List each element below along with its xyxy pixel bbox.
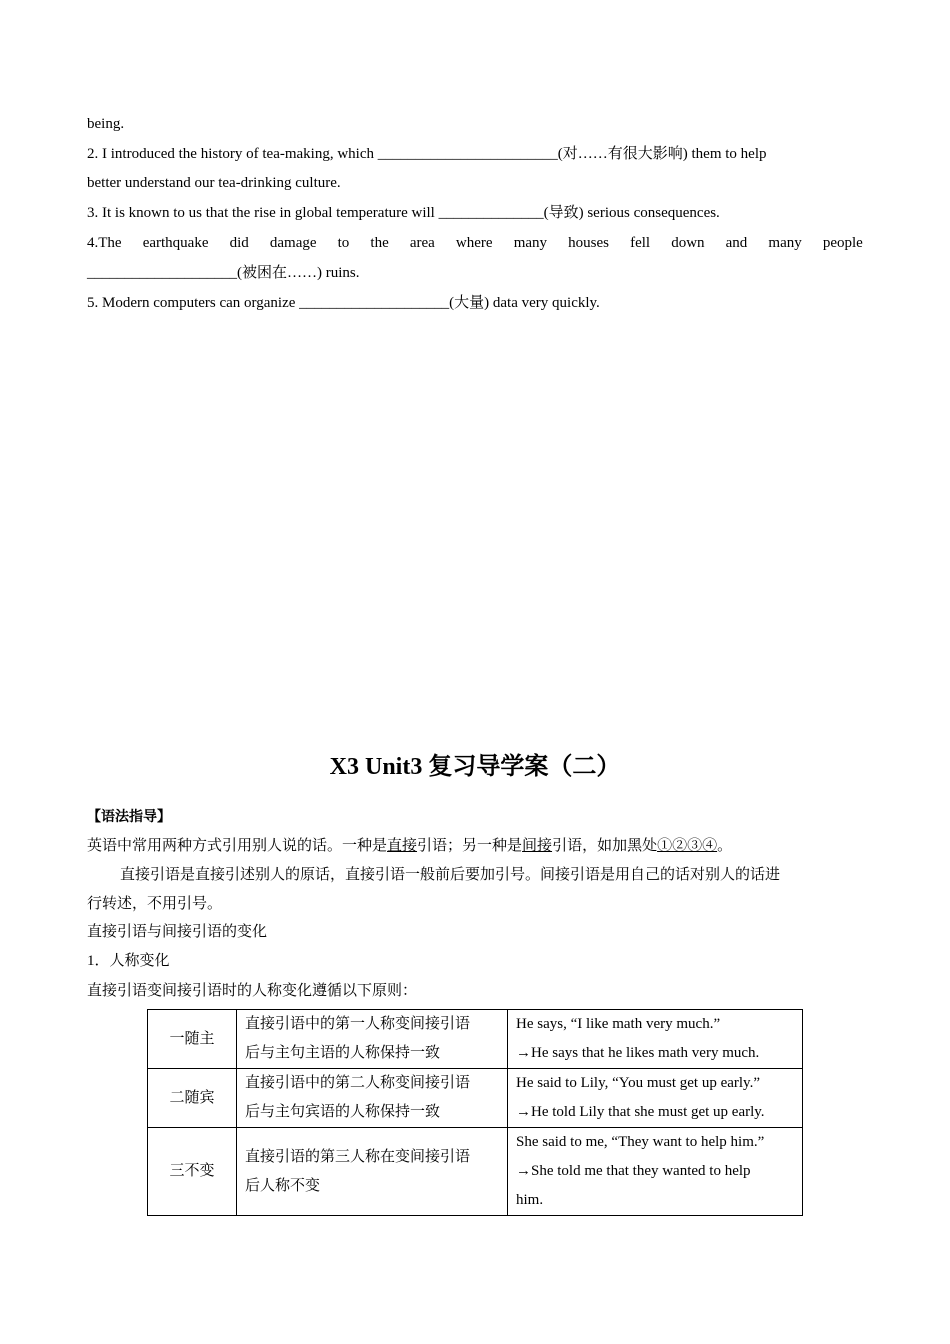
- exercise-item-2-cont: better understand our tea-drinking culture.: [87, 175, 341, 191]
- rule-name: 二随宾: [148, 1069, 237, 1128]
- example-line: him.: [516, 1192, 544, 1208]
- exercise-item-3-hint: (导致) serious consequences.: [543, 205, 720, 221]
- word: people: [822, 235, 863, 251]
- term-direct: 直接: [387, 838, 418, 854]
- example-line: He says, “I like math very much.”: [516, 1016, 721, 1032]
- rule-name: 三不变: [148, 1128, 237, 1216]
- rule-name: 一随主: [148, 1010, 237, 1069]
- exercise-item-4: [87, 233, 863, 253]
- table-row: [148, 1128, 803, 1216]
- word: to: [337, 235, 350, 251]
- word: earthquake: [142, 235, 209, 251]
- rule-desc: [237, 1128, 508, 1216]
- grammar-para-cont: 行转述，不用引号。: [87, 896, 223, 912]
- example-line: →She told me that they wanted to help: [516, 1163, 751, 1179]
- grammar-intro: [87, 836, 863, 856]
- word: and: [725, 235, 748, 251]
- grammar-subheading: 直接引语与间接引语的变化: [87, 924, 268, 940]
- word: did: [229, 235, 249, 251]
- example-line: →He told Lily that she must get up early.: [516, 1104, 765, 1120]
- answer-blank[interactable]: ________________________: [377, 146, 558, 162]
- grammar-point-1: 1．人称变化: [87, 953, 170, 969]
- word: houses: [568, 235, 609, 251]
- grammar-point-1-desc: 直接引语变间接引语时的人称变化遵循以下原则：: [87, 983, 418, 999]
- intro-text: 引语，如加黑处: [552, 838, 658, 854]
- word: damage: [269, 235, 317, 251]
- word: many: [513, 235, 548, 251]
- rule-desc-line: 后与主句主语的人称保持一致: [245, 1045, 441, 1061]
- word: area: [409, 235, 435, 251]
- person-change-table: [147, 1009, 803, 1216]
- grammar-heading: 【语法指导】: [87, 809, 171, 825]
- example-line: →He says that he likes math very much.: [516, 1045, 760, 1061]
- word: the: [370, 235, 389, 251]
- exercise-item-3: [87, 203, 863, 223]
- exercise-item-5: [87, 293, 863, 313]
- exercise-item-2-text: 2. I introduced the history of tea-making, which: [87, 146, 378, 162]
- answer-blank[interactable]: ______________: [438, 205, 544, 221]
- rule-desc: [237, 1010, 508, 1069]
- term-indirect: 间接: [522, 838, 553, 854]
- rule-desc-line: 直接引语中的第二人称变间接引语: [245, 1075, 471, 1091]
- grammar-para: 直接引语是直接引述别人的原话，直接引语一般前后要加引号。间接引语是用自己的话对别人的话进: [120, 867, 781, 883]
- rule-desc-line: 直接引语的第三人称在变间接引语: [245, 1148, 471, 1165]
- example-line: She said to me, “They want to help him.”: [516, 1134, 765, 1150]
- rule-example: [508, 1128, 803, 1216]
- exercise-item-5-hint: (大量) data very quickly.: [449, 295, 600, 311]
- rule-example: [508, 1010, 803, 1069]
- exercise-line-being: being.: [87, 116, 125, 132]
- rule-example: [508, 1069, 803, 1128]
- circled-marks: ①②③④: [657, 838, 718, 854]
- exercise-item-2-hint: (对……有很大影响) them to help: [557, 146, 767, 162]
- exercise-item-5-text: 5. Modern computers can organize: [87, 295, 300, 311]
- exercise-item-2: [87, 144, 863, 164]
- rule-desc-line: 后与主句宾语的人称保持一致: [245, 1104, 441, 1120]
- table-row: [148, 1010, 803, 1069]
- page-title: X3 Unit3 复习导学案（二）: [329, 754, 621, 780]
- exercise-item-4-hint: (被困在……) ruins.: [237, 265, 360, 281]
- answer-blank[interactable]: ____________________: [299, 295, 450, 311]
- rule-desc-line: 后人称不变: [245, 1177, 321, 1194]
- exercise-item-3-text: 3. It is known to us that the rise in global temperature will: [87, 205, 439, 221]
- word: 4.The: [87, 235, 122, 251]
- word: down: [671, 235, 705, 251]
- intro-text: 英语中常用两种方式引用别人说的话。一种是: [87, 838, 388, 854]
- answer-blank[interactable]: ____________________: [87, 265, 237, 281]
- intro-text: 引语；另一种是: [417, 838, 523, 854]
- word: many: [768, 235, 802, 251]
- table-row: [148, 1069, 803, 1128]
- word: fell: [630, 235, 651, 251]
- word: where: [455, 235, 493, 251]
- rule-desc: [237, 1069, 508, 1128]
- exercise-item-4-cont: [87, 263, 863, 283]
- rule-desc-line: 直接引语中的第一人称变间接引语: [245, 1016, 471, 1032]
- example-line: He said to Lily, “You must get up early.”: [516, 1075, 760, 1091]
- intro-text: 。: [717, 838, 733, 854]
